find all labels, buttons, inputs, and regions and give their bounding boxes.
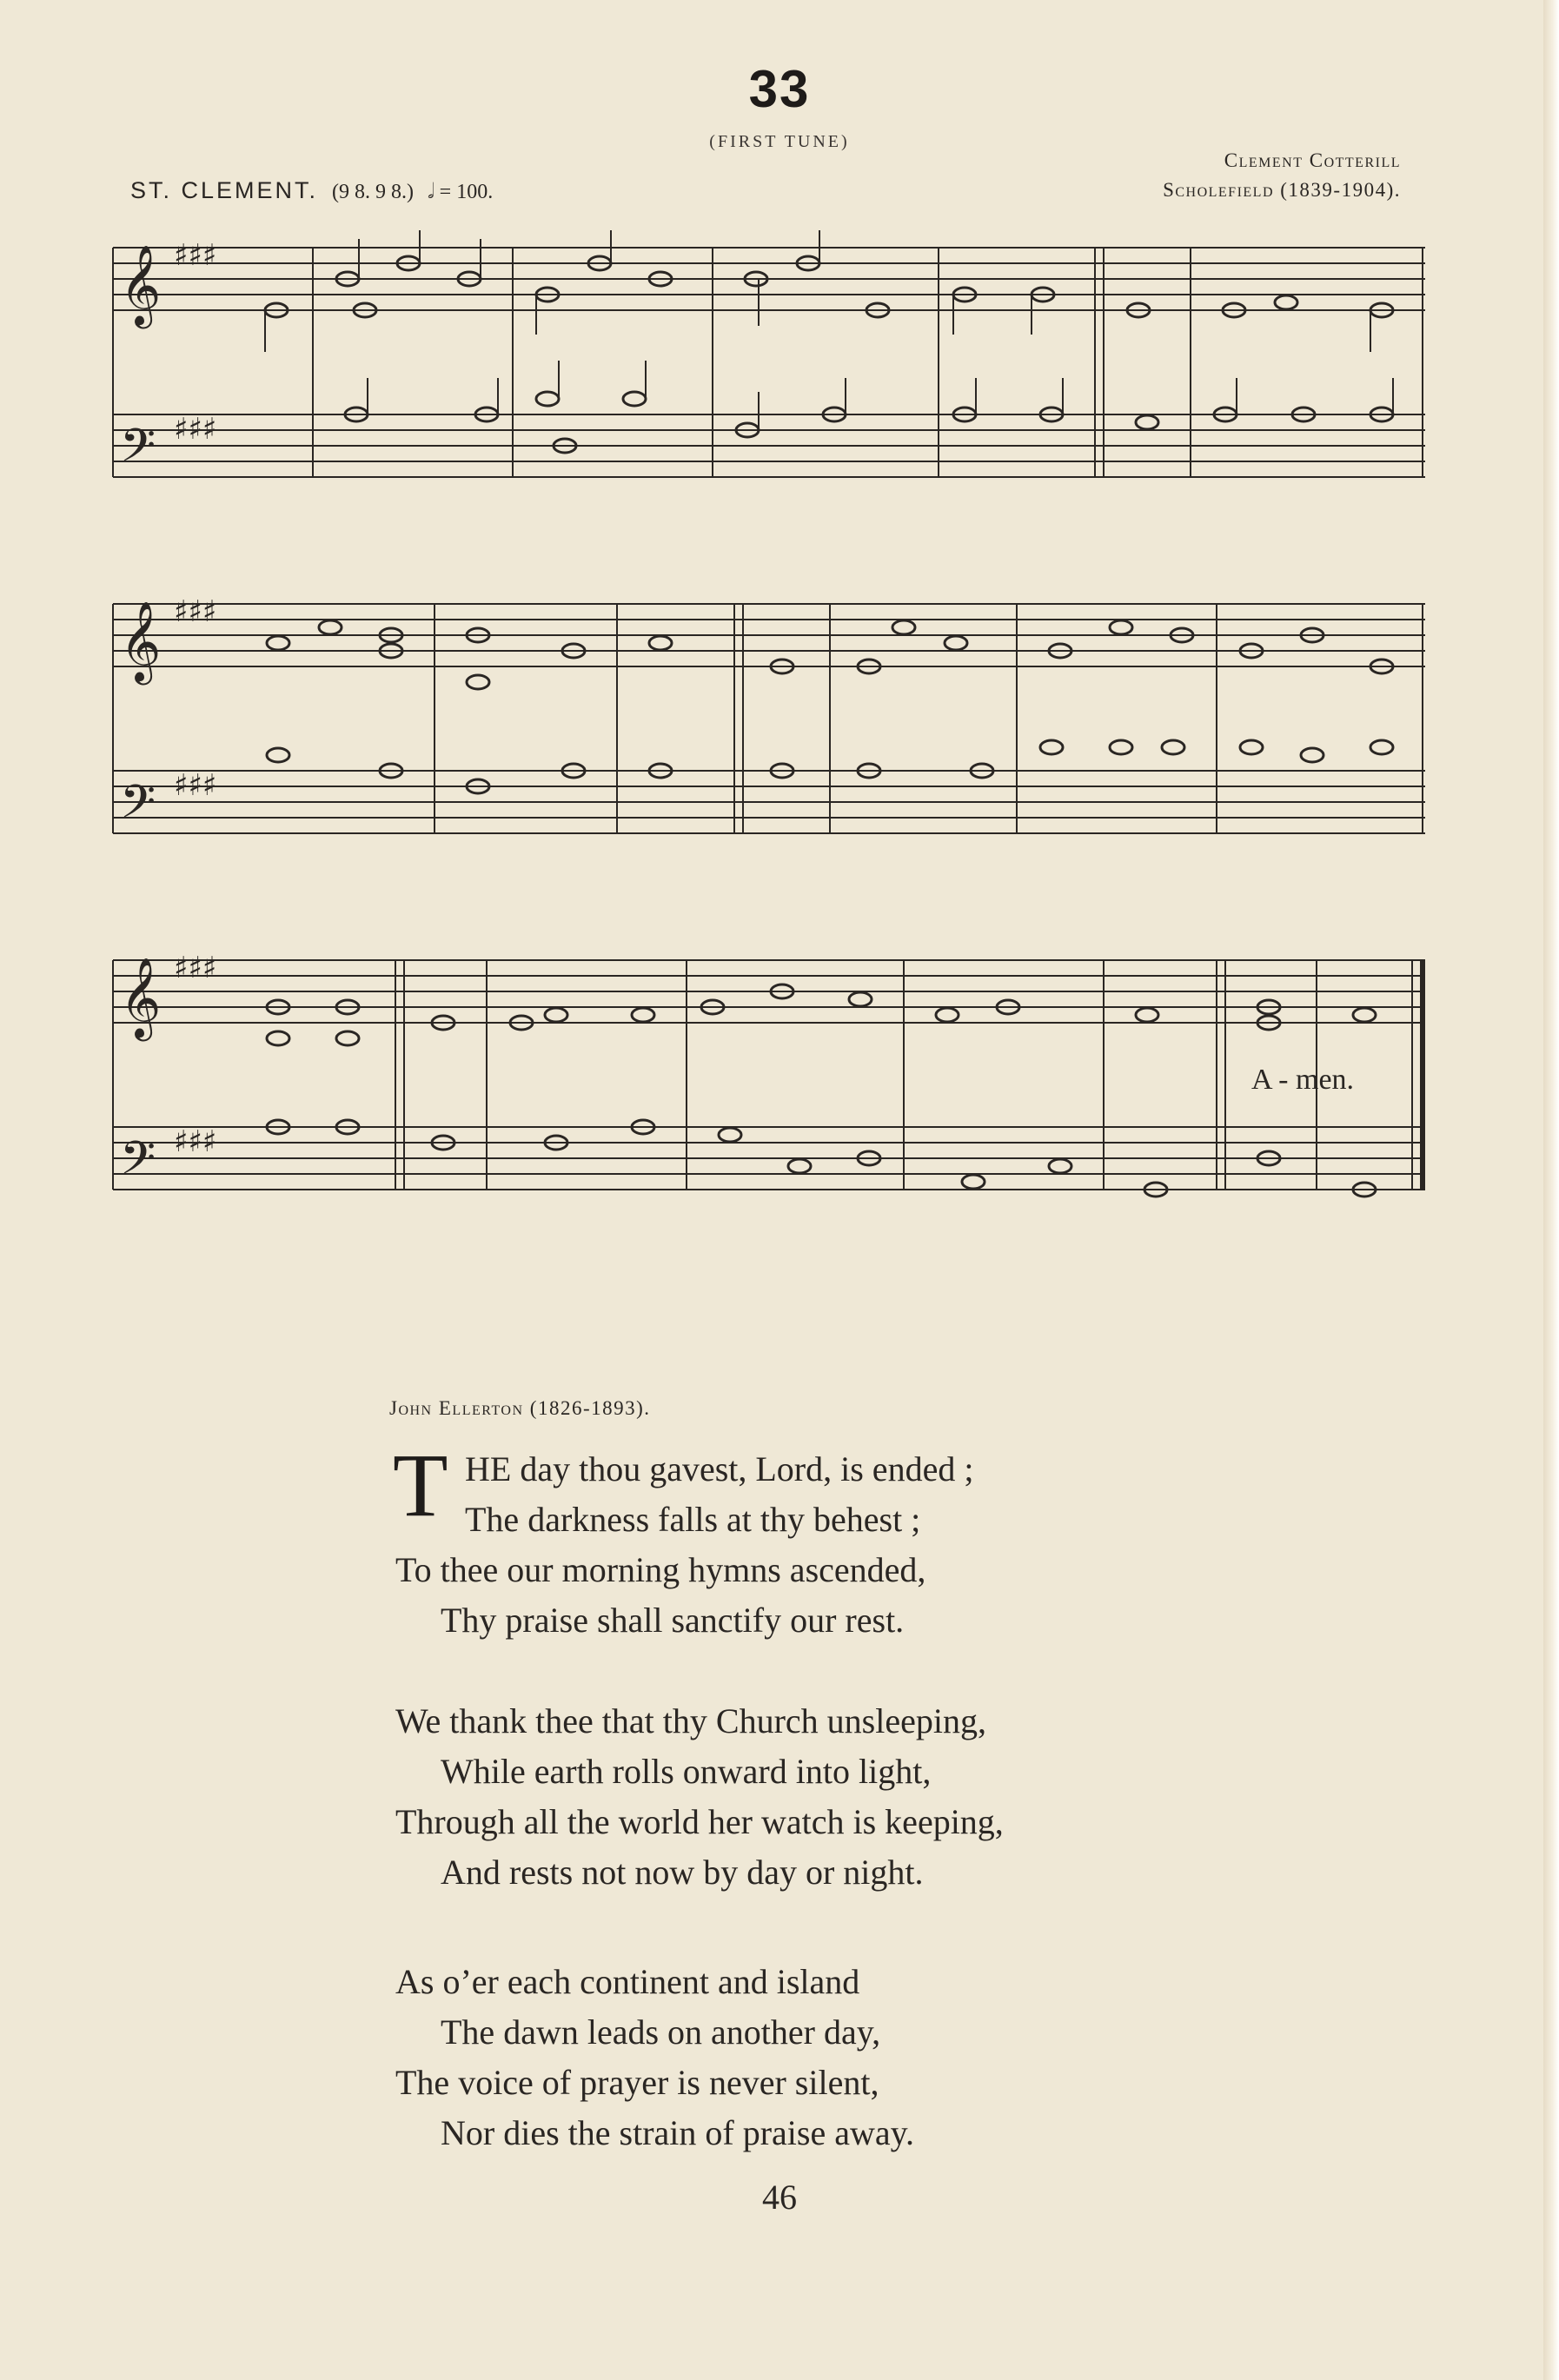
stanza-1-line-4: Thy praise shall sanctify our rest. (441, 1601, 905, 1640)
amen-text: A - men. (1251, 1064, 1355, 1096)
hymn-author: John Ellerton (1826-1893). (389, 1397, 651, 1419)
svg-text:♯♯♯: ♯♯♯ (174, 1124, 217, 1159)
music-system-2 (0, 578, 1559, 856)
stanza-3-line-3: The voice of prayer is never silent, (395, 2063, 879, 2102)
composer-name-line2: Scholefield (1839-1904). (1163, 179, 1401, 201)
svg-text:𝄢: 𝄢 (120, 776, 156, 840)
stanza-2-line-4: And rests not now by day or night. (441, 1853, 924, 1892)
tune-name: ST. CLEMENT. (130, 177, 319, 203)
music-notation-system-3 (0, 934, 1559, 1212)
svg-text:𝄞: 𝄞 (120, 600, 162, 681)
page-number: 46 (762, 2178, 797, 2217)
music-system-1 (0, 222, 1559, 500)
music-system-3 (0, 934, 1559, 1212)
svg-text:𝄢: 𝄢 (120, 1132, 156, 1197)
stanza-3-line-4: Nor dies the strain of praise away. (441, 2113, 914, 2152)
svg-text:♯♯♯: ♯♯♯ (174, 951, 217, 985)
stanza-2 (395, 1696, 1004, 1898)
svg-text:♯♯♯: ♯♯♯ (174, 768, 217, 803)
stanza-3 (395, 1957, 914, 2158)
tune-label: (FIRST TUNE) (709, 132, 850, 151)
stanza-2-line-3: Through all the world her watch is keeping, (395, 1802, 1004, 1841)
dropcap: T (393, 1435, 448, 1535)
stanza-1-line-3: To thee our morning hymns ascended, (395, 1550, 926, 1589)
tune-tempo: 𝅗𝅥 = 100. (428, 181, 494, 203)
svg-text:𝄢: 𝄢 (120, 420, 156, 484)
stanza-3-line-1: As o’er each continent and island (395, 1962, 860, 2001)
stanza-1-line-2: The darkness falls at thy behest ; (465, 1500, 921, 1539)
stanza-1 (395, 1444, 974, 1640)
hymn-number: 33 (748, 60, 811, 118)
composer (1163, 146, 1401, 205)
svg-text:♯♯♯: ♯♯♯ (174, 238, 217, 273)
stanza-2-line-1: We thank thee that thy Church unsleeping, (395, 1701, 986, 1740)
music-notation-system-1 (0, 222, 1559, 500)
svg-text:𝄞: 𝄞 (120, 244, 162, 325)
stanza-3-line-2: The dawn leads on another day, (441, 2012, 881, 2052)
svg-text:𝄞: 𝄞 (120, 957, 162, 1038)
svg-text:♯♯♯: ♯♯♯ (174, 412, 217, 447)
tune-meter: (9 8. 9 8.) (332, 181, 415, 203)
tune-heading (130, 177, 493, 204)
music-notation-system-2 (0, 578, 1559, 856)
stanza-1-line-1: HE day thou gavest, Lord, is ended ; (465, 1449, 974, 1488)
stanza-2-line-2: While earth rolls onward into light, (441, 1752, 932, 1791)
svg-text:♯♯♯: ♯♯♯ (174, 594, 217, 629)
composer-name: Clement Cotterill (1224, 149, 1401, 171)
